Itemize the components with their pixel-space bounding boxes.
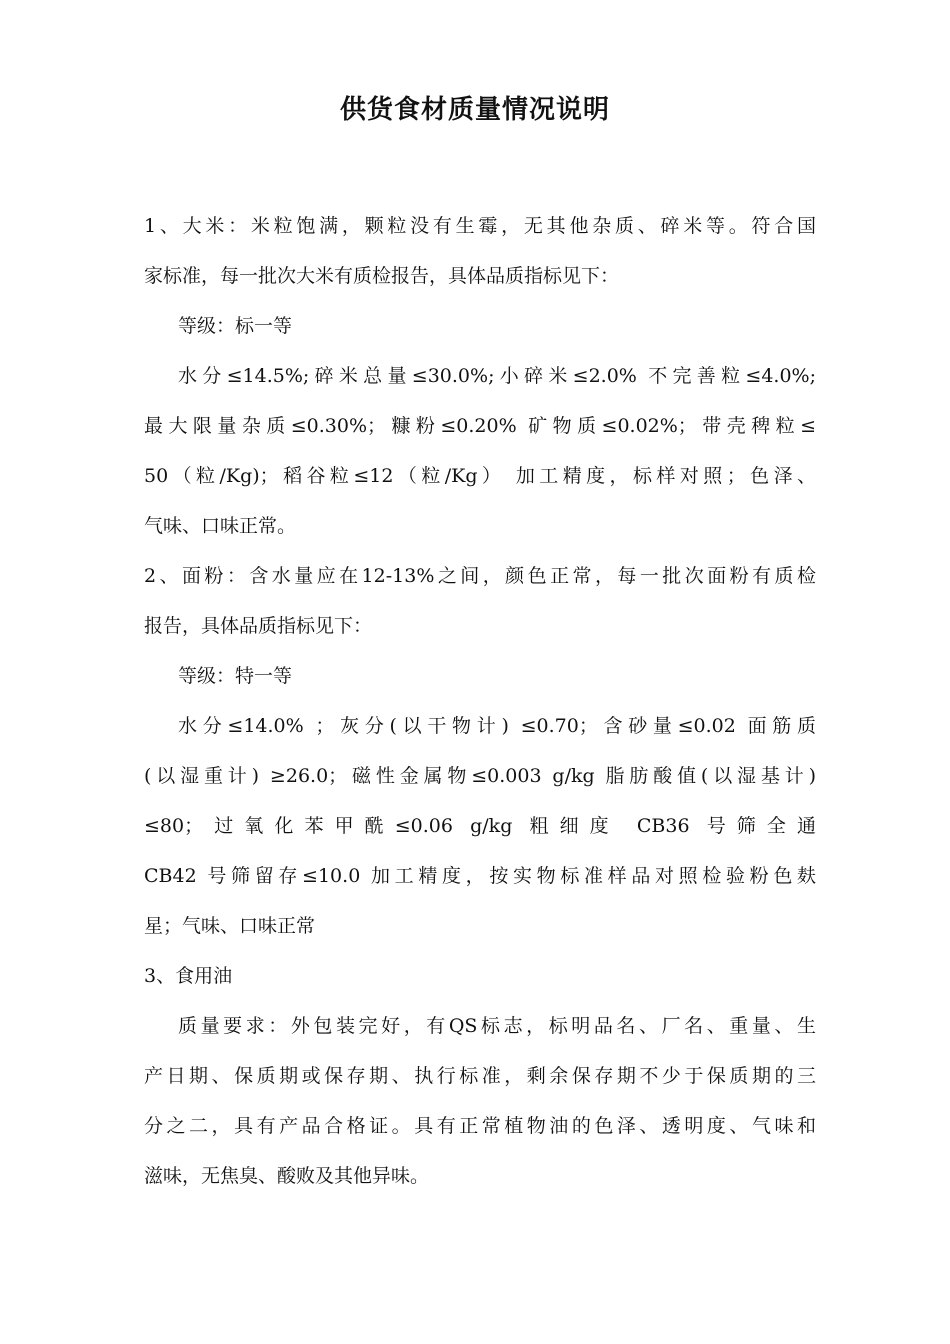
flour-spec-line-5: 星；气味、口味正常 [144, 915, 316, 937]
flour-spec-line-2: (以湿重计) ≥26.0；磁性金属物≤0.003 g/kg 脂肪酸值(以湿基计) [144, 765, 816, 787]
rice-paragraph-line-1: 1、大米：米粒饱满，颗粒没有生霉，无其他杂质、碎米等。符合国 [144, 215, 816, 237]
rice-spec-line-4: 气味、口味正常。 [144, 515, 297, 537]
flour-grade-line: 等级：特一等 [178, 665, 293, 687]
rice-grade-line: 等级：标一等 [178, 315, 293, 337]
document-title: 供货食材质量情况说明 [339, 95, 610, 125]
oil-paragraph-line-4: 滋味，无焦臭、酸败及其他异味。 [144, 1165, 430, 1187]
flour-spec-line-3: ≤80；过氧化苯甲酰≤0.06 g/kg 粗细度 CB36 号筛全通 [144, 815, 816, 837]
flour-paragraph-line-2: 报告，具体品质指标见下： [144, 615, 373, 637]
flour-spec-line-4: CB42 号筛留存≤10.0 加工精度，按实物标准样品对照检验粉色麸 [144, 865, 816, 887]
rice-spec-line-1: 水分≤14.5%;碎米总量≤30.0%;小碎米≤2.0% 不完善粒≤4.0%; [178, 365, 816, 387]
flour-paragraph-line-1: 2、面粉：含水量应在12-13%之间，颜色正常，每一批次面粉有质检 [144, 565, 816, 587]
rice-paragraph-line-2: 家标准，每一批次大米有质检报告，具体品质指标见下： [144, 265, 620, 287]
flour-spec-line-1: 水分≤14.0% ；灰分(以干物计) ≤0.70；含砂量≤0.02 面筋质 [178, 715, 816, 737]
oil-paragraph-line-3: 分之二，具有产品合格证。具有正常植物油的色泽、透明度、气味和 [144, 1115, 816, 1137]
oil-heading: 3、食用油 [144, 965, 233, 987]
oil-paragraph-line-2: 产日期、保质期或保存期、执行标准，剩余保存期不少于保质期的三 [144, 1065, 816, 1087]
rice-spec-line-3: 50（粒/Kg)；稻谷粒≤12（粒/Kg） 加工精度，标样对照；色泽、 [144, 465, 816, 487]
rice-spec-line-2: 最大限量杂质≤0.30%；糠粉≤0.20% 矿物质≤0.02%；带壳稗粒≤ [144, 415, 816, 437]
oil-paragraph-line-1: 质量要求：外包装完好，有QS标志，标明品名、厂名、重量、生 [178, 1015, 816, 1037]
